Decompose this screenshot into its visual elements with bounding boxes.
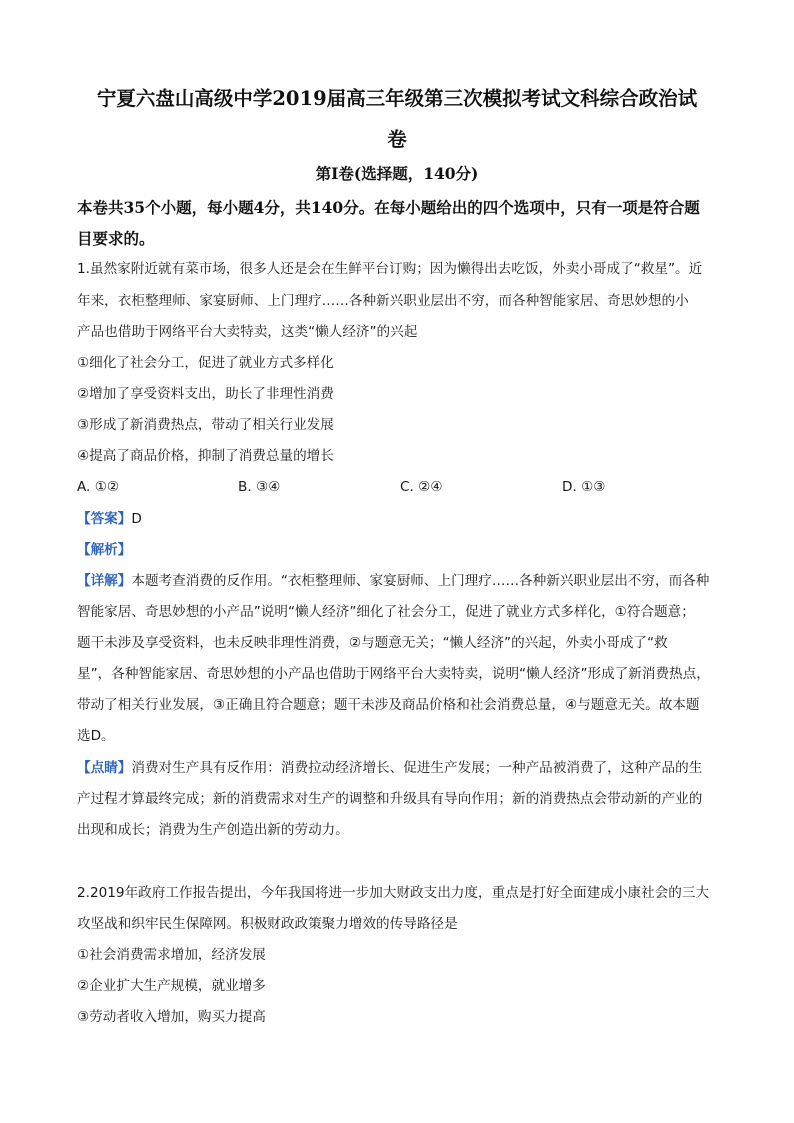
instructions-line-1: 本卷共35个小题，每小题4分，共140分。在每小题给出的四个选项中，只有一项是符合题 xyxy=(77,198,700,217)
q1-item-3: ③形成了新消费热点，带动了相关行业发展 xyxy=(77,417,334,433)
note-text-1: 消费对生产具有反作用：消费拉动经济增长、促进生产发展；一种产品被消费了，这种产品的生 xyxy=(131,760,703,776)
q1-item-4: ④提高了商品价格，抑制了消费总量的增长 xyxy=(77,448,334,464)
q2-stem-line-1: 2.2019年政府工作报告提出，今年我国将进一步加大财政支出力度，重点是打好全面建成小康社会的三大 xyxy=(77,885,710,901)
q1-note-line-3: 出现和成长；消费为生产创造出新的劳动力。 xyxy=(77,822,349,838)
note-tag: 【点睛】 xyxy=(77,760,132,776)
q1-item-1: ①细化了社会分工，促进了就业方式多样化 xyxy=(77,355,334,371)
q1-answer xyxy=(77,509,727,529)
q1-detail-line-1 xyxy=(77,571,727,591)
q1-analysis-heading xyxy=(77,540,727,560)
instructions-line-2: 目要求的。 xyxy=(77,229,155,248)
q1-stem-line-1: 1.虽然家附近就有菜市场，很多人还是会在生鲜平台订购；因为懒得出去吃饭，外卖小哥成了“救星”。近 xyxy=(77,261,703,277)
exam-title-line-1: 宁夏六盘山高级中学2019届高三年级第三次模拟考试文科综合政治试 xyxy=(96,87,698,110)
q1-option-c: C. ②④ xyxy=(400,479,443,495)
part-heading: 第Ⅰ卷(选择题，140分) xyxy=(315,164,479,183)
q1-note-line-2: 产过程才算最终完成；新的消费需求对生产的调整和升级具有导向作用；新的消费热点会带动新的产业的 xyxy=(77,791,703,807)
answer-tag: 【答案】 xyxy=(77,511,132,527)
q2-item-3: ③劳动者收入增加，购买力提高 xyxy=(77,1009,266,1025)
q1-detail-line-3: 题干未涉及享受资料，也未反映非理性消费，②与题意无关；“懒人经济”的兴起，外卖小哥成了“救 xyxy=(77,635,668,651)
q2-item-1: ①社会消费需求增加，经济发展 xyxy=(77,947,266,963)
q1-detail-line-2: 智能家居、奇思妙想的小产品”说明“懒人经济”细化了社会分工，促进了就业方式多样化，①符合题意； xyxy=(77,604,695,620)
answer-value: D xyxy=(131,511,142,527)
q1-detail-line-5: 带动了相关行业发展，③正确且符合题意；题干未涉及商品价格和社会消费总量，④与题意无关。故本题 xyxy=(77,697,700,713)
detail-text-1: 本题考查消费的反作用。“衣柜整理师、家宴厨师、上门理疗……各种新兴职业层出不穷，而各种 xyxy=(131,573,710,589)
q2-item-2: ②企业扩大生产规模，就业增多 xyxy=(77,978,266,994)
q1-note-line-1 xyxy=(77,758,727,778)
q1-stem-line-3: 产品也借助于网络平台大卖特卖，这类“懒人经济”的兴起 xyxy=(77,324,418,340)
q1-option-a: A. ①② xyxy=(77,479,120,495)
q1-option-d: D. ①③ xyxy=(562,479,606,495)
q1-stem-line-2: 年来，衣柜整理师、家宴厨师、上门理疗……各种新兴职业层出不穷，而各种智能家居、奇思妙想的小 xyxy=(77,293,689,309)
q2-stem-line-2: 攻坚战和织牢民生保障网。积极财政政策聚力增效的传导路径是 xyxy=(77,916,458,932)
exam-title-line-2: 卷 xyxy=(387,128,407,151)
q1-detail-line-4: 星”，各种智能家居、奇思妙想的小产品也借助于网络平台大卖特卖，说明“懒人经济”形成了新消费热点， xyxy=(77,666,710,682)
instructions xyxy=(77,192,722,254)
q1-item-2: ②增加了享受资料支出，助长了非理性消费 xyxy=(77,386,334,402)
detail-tag: 【详解】 xyxy=(77,573,132,589)
analysis-tag: 【解析】 xyxy=(77,542,132,558)
q1-option-b: B. ③④ xyxy=(238,479,281,495)
q1-detail-line-6: 选D。 xyxy=(77,728,115,744)
